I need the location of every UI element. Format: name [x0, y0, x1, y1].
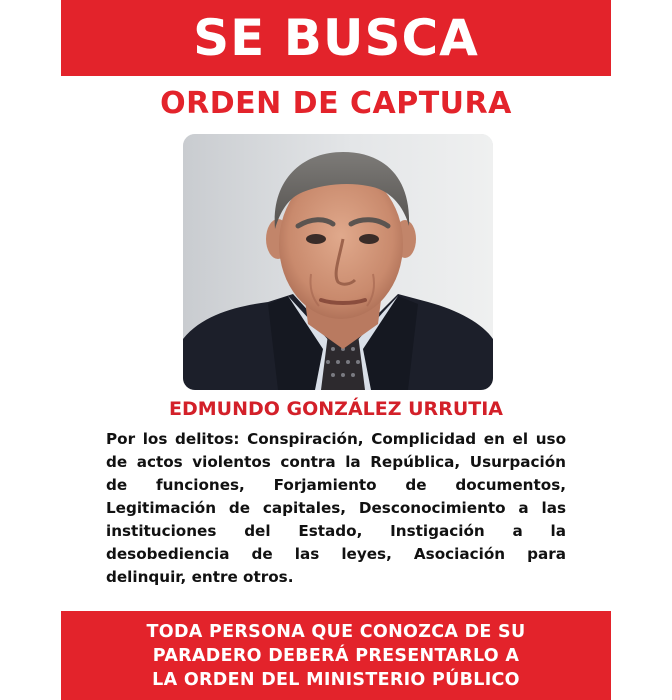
charges-text: Por los delitos: Conspiración, Complicidad en el uso de actos violentos contra la República, Usurpación de funciones, Forjamiento de documentos, Legitimación de capitales, Desconocimiento a las instituciones del Estado, Instigación a la desobediencia de las leyes, Asociación para delinquir, entre otros.: [106, 430, 566, 586]
person-name: EDMUNDO GONZÁLEZ URRUTIA: [169, 398, 503, 420]
banner-title: SE BUSCA: [193, 9, 479, 67]
portrait-image: [183, 134, 493, 390]
bottom-banner: [61, 611, 611, 700]
footer-notice: [147, 620, 526, 692]
footer-line-2: PARADERO DEBERÁ PRESENTARLO A: [152, 645, 520, 666]
portrait-photo: [183, 134, 493, 390]
top-banner: [61, 0, 611, 76]
wanted-poster: [61, 0, 611, 700]
footer-line-1: TODA PERSONA QUE CONOZCA DE SU: [146, 621, 526, 642]
footer-line-3: LA ORDEN DEL MINISTERIO PÚBLICO: [152, 669, 520, 690]
subtitle: ORDEN DE CAPTURA: [160, 86, 512, 121]
